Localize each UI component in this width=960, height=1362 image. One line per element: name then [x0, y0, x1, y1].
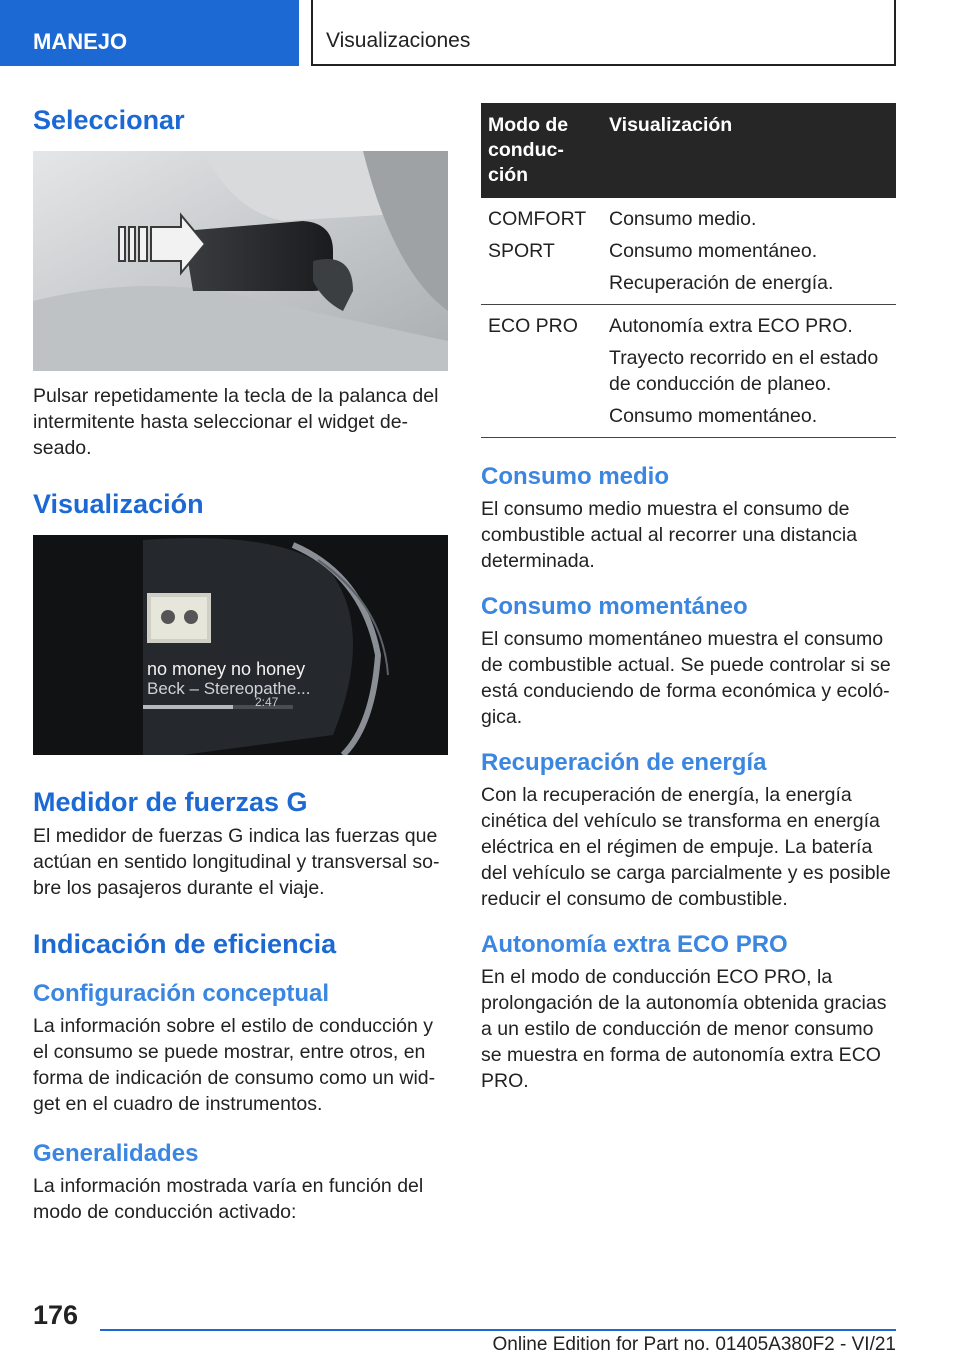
heading-gforce: Medidor de fuerzas G: [33, 787, 308, 817]
turn-signal-lever-image: [33, 151, 448, 371]
lever-illustration: [33, 151, 448, 371]
heading-visualizacion: Visualización: [33, 489, 204, 519]
section-label: MANEJO: [33, 29, 128, 54]
mode-label: ECO PRO: [488, 315, 578, 337]
table-header-display: Visualización: [602, 103, 896, 198]
mode-label: SPORT: [488, 240, 555, 262]
mode-label: COMFORT: [488, 208, 587, 230]
paragraph-general: La información mostrada varía en función del modo de conducción activado:: [33, 1175, 424, 1223]
display-item: Consumo momentáneo.: [609, 240, 818, 262]
paragraph-concept: La información sobre el estilo de conducción y el consumo se puede mostrar, entre otros, en forma de indicación de consumo como un widget en el cuadro de instrumentos.: [33, 1015, 436, 1115]
heading-average-consumption: Consumo medio: [481, 463, 670, 490]
display-item: Trayecto recorrido en el estado de conducción de planeo.: [609, 347, 879, 395]
chapter-title: Visualizaciones: [326, 29, 471, 52]
right-column: [481, 103, 896, 1094]
driving-mode-table: [481, 103, 896, 438]
display-illustration: [33, 535, 448, 755]
paragraph-instant-consumption: El consumo momentáneo muestra el consumo de combustible actual. Se puede controlar si se está conduciendo de forma económica y ecológica.: [481, 628, 891, 728]
heading-eco-pro: Autonomía extra ECO PRO: [481, 931, 788, 958]
paragraph-energy-recovery: Con la recuperación de energía, la energía cinética del vehículo se transforma en energía eléctrica en el régimen de empuje. La batería del vehículo se carga parcialmente y es posible reducir el consumo de combustible.: [481, 784, 891, 910]
display-item: Recuperación de energía.: [609, 272, 834, 294]
heading-general: Generalidades: [33, 1140, 199, 1167]
section-tab: [0, 0, 299, 66]
heading-seleccionar: Seleccionar: [33, 105, 185, 135]
heading-energy-recovery: Recuperación de energía: [481, 749, 767, 776]
instrument-display-image: [33, 535, 448, 755]
footer-edition: Online Edition for Part no. 01405A380F2 - VI/21: [492, 1334, 896, 1355]
table-row: [481, 198, 896, 305]
heading-concept: Configuración conceptual: [33, 980, 330, 1007]
table-row: [481, 305, 896, 438]
paragraph-average-consumption: El consumo medio muestra el consumo de combustible actual al recorrer una distancia determinada.: [481, 498, 858, 572]
table-header-mode: Modo de conducción: [481, 103, 602, 198]
heading-efficiency: Indicación de eficiencia: [33, 929, 337, 959]
footer-divider: [100, 1329, 896, 1331]
display-item: Consumo medio.: [609, 208, 757, 230]
display-item: Autonomía extra ECO PRO.: [609, 315, 853, 337]
artist-name: Beck – Stereopathe...: [147, 679, 311, 698]
song-title: no money no honey: [147, 659, 306, 679]
paragraph-select: Pulsar repetidamente la tecla de la palanca del intermitente hasta seleccionar el widget deseado.: [33, 385, 439, 459]
heading-instant-consumption: Consumo momentáneo: [481, 593, 748, 620]
page-number: 176: [33, 1300, 79, 1330]
left-column: [33, 100, 448, 1225]
paragraph-eco-pro: En el modo de conducción ECO PRO, la prolongación de la autonomía obtenida gracias a un estilo de conducción de menor consumo se muestra en forma de autonomía extra ECO PRO.: [481, 966, 887, 1092]
paragraph-gforce: El medidor de fuerzas G indica las fuerzas que actúan en sentido longitudinal y transversal sobre los pasajeros durante el viaje.: [33, 825, 440, 899]
display-item: Consumo momentáneo.: [609, 405, 818, 427]
track-time: 2:47: [255, 695, 279, 709]
chapter-header: [311, 0, 896, 66]
